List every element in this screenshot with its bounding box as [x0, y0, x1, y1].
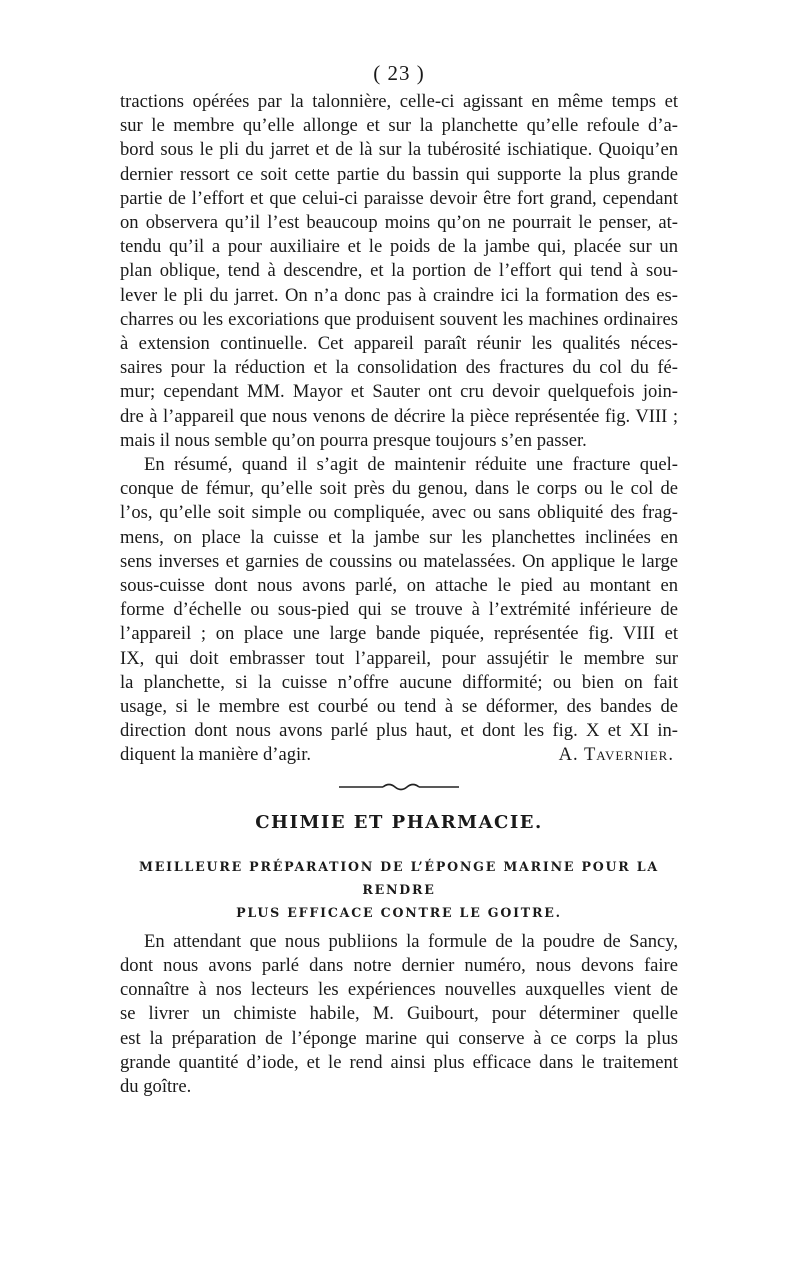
text-line: grande quantité d’iode, et le rend ainsi plus efficace dans le traitement	[120, 1051, 678, 1073]
text-line: dernier ressort ce soit cette partie du bassin qui supporte la plus grande	[120, 163, 678, 185]
text-line: mens, on place la cuisse et la jambe sur les planchettes inclinées en	[120, 526, 678, 548]
ornament-icon	[339, 782, 459, 792]
text-line: plan oblique, tend à descendre, et la portion de l’effort qui tend à sou-	[120, 260, 678, 282]
text-line: diquent la manière d’agir.	[120, 744, 312, 766]
ornament-divider	[120, 782, 678, 792]
text-line: forme d’échelle ou sous-pied qui se trouve à l’extrémité inférieure de	[120, 599, 678, 621]
text-line: on observera qu’il l’est beaucoup moins qu’on ne pourrait le penser, at-	[120, 212, 678, 234]
text-line: l’os, qu’elle soit simple ou compliquée, avec ou sans obliquité des frag-	[120, 502, 678, 524]
text-line: partie de l’effort et que celui-ci paraisse devoir être fort grand, cependant	[120, 187, 678, 209]
paragraph-3	[120, 930, 678, 1099]
text-line: En attendant que nous publiions la formule de la poudre de Sancy,	[144, 930, 678, 952]
subtitle-line: PLUS EFFICACE CONTRE LE GOITRE.	[236, 904, 562, 920]
text-line: lever le pli du jarret. On n’a donc pas à craindre ici la formation des es-	[120, 284, 678, 306]
text-line: mais il nous semble qu’on pourra presque toujours s’en passer.	[120, 429, 587, 451]
text-line: saires pour la réduction et la consolidation des fractures du col du fé-	[120, 357, 678, 379]
signature-line	[120, 743, 678, 767]
text-line: la planchette, si la cuisse n’offre aucune difformité; ou bien on fait	[120, 671, 678, 693]
text-line: mur; cependant MM. Mayor et Sauter ont cru devoir quelquefois join-	[120, 381, 678, 403]
page	[120, 58, 678, 1099]
text-line: usage, si le membre est courbé ou tend à se déformer, des bandes de	[120, 696, 678, 718]
text-line: connaître à nos lecteurs les expériences nouvelles auxquelles vient de	[120, 979, 678, 1001]
text-line: direction dont nous avons parlé plus haut, et dont les fig. X et XI in-	[120, 720, 678, 742]
author-signature: A. Tavernier.	[558, 744, 674, 766]
text-line: du goître.	[120, 1075, 192, 1097]
article-subtitle	[120, 855, 678, 924]
text-line: à extension continuelle. Cet appareil paraît réunir les qualités néces-	[120, 333, 678, 355]
page-number: ( 23 )	[373, 61, 425, 85]
text-line: se livrer un chimiste habile, M. Guibourt, pour déterminer quelle	[120, 1003, 678, 1025]
text-line: dont nous avons parlé dans notre dernier numéro, nous devons faire	[120, 954, 678, 976]
text-line: En résumé, quand il s’agit de maintenir réduite une fracture quel-	[144, 454, 678, 476]
text-line: conque de fémur, qu’elle soit près du genou, dans le corps ou le col de	[120, 478, 678, 500]
text-line: sur le membre qu’elle allonge et sur la planchette qu’elle refoule d’a-	[120, 115, 678, 137]
paragraph-2	[120, 453, 678, 743]
text-line: tractions opérées par la talonnière, celle-ci agissant en même temps et	[120, 91, 678, 112]
paragraph-1	[120, 90, 678, 453]
text-line: dre à l’appareil que nous venons de décrire la pièce représentée fig. VIII ;	[120, 405, 678, 427]
text-line: sens inverses et garnies de coussins ou matelassées. On applique le large	[120, 550, 678, 572]
text-line: IX, qui doit embrasser tout l’appareil, pour assujétir le membre sur	[120, 647, 678, 669]
text-line: charres ou les excoriations que produisent souvent les machines ordinaires	[120, 308, 678, 330]
text-line: l’appareil ; on place une large bande piquée, représentée fig. VIII et	[120, 623, 678, 645]
section-title: CHIMIE ET PHARMACIE.	[255, 811, 543, 833]
text-line: sous-cuisse dont nous avons parlé, on attache le pied au montant en	[120, 575, 678, 597]
text-line: bord sous le pli du jarret et de là sur la tubérosité ischiatique. Quoiqu’en	[120, 139, 678, 161]
subtitle-line: MEILLEURE PRÉPARATION DE L’ÉPONGE MARINE POUR LA RENDRE	[139, 858, 659, 897]
text-line: tendu qu’il a pour auxiliaire et le poids de la jambe qui, placée sur un	[120, 236, 678, 258]
text-line: est la préparation de l’éponge marine qui conserve à ce corps la plus	[120, 1027, 678, 1049]
